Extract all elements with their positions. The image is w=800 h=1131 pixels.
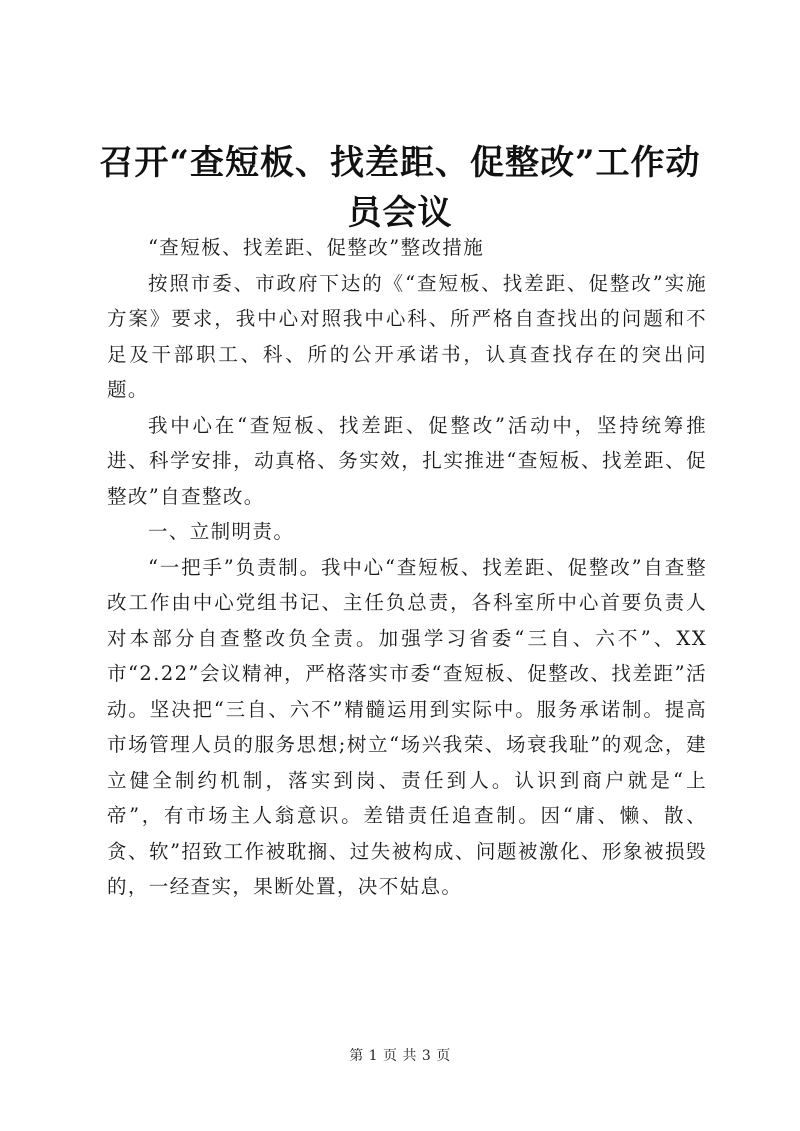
page-footer: 第 1 页 共 3 页	[349, 1048, 451, 1064]
paragraph-intro: 按照市委、市政府下达的《“查短板、找差距、促整改”实施方案》要求，我中心对照我中心科、所严格自查找出的问题和不足及干部职工、科、所的公开承诺书，认真查找存在的突出问题。	[107, 271, 707, 401]
paragraph-responsibility: “一把手”负责制。我中心“查短板、找差距、促整改”自查整改工作由中心党组书记、主任负总责，各科室所中心首要负责人对本部分自查整改负全责。加强学习省委“三自、六不”、XX市“2.22”会议精神，严格落实市委“查短板、促整改、找差距”活动。坚决把“三自、六不”精髓运用到实际中。服务承诺制。提高市场管理人员的服务思想;树立“场兴我荣、场衰我耻”的观念，建立健全制约机制，落实到岗、责任到人。认识到商户就是“上帝”，有市场主人翁意识。差错责任追查制。因“庸、懒、散、贪、软”招致工作被耽搁、过失被构成、问题被激化、形象被损毁的，一经查实，果断处置，决不姑息。	[107, 555, 707, 898]
document-title: 召开“查短板、找差距、促整改”工作动员会议	[99, 143, 701, 233]
paragraph-activity: 我中心在“查短板、找差距、促整改”活动中，坚持统筹推进、科学安排，动真格、务实效，扎实推进“查短板、找差距、促整改”自查整改。	[107, 413, 707, 508]
document-body	[107, 230, 707, 905]
section-heading: 一、立制明责。	[147, 520, 295, 543]
paragraph-subtitle: “查短板、找差距、促整改”整改措施	[147, 236, 485, 259]
